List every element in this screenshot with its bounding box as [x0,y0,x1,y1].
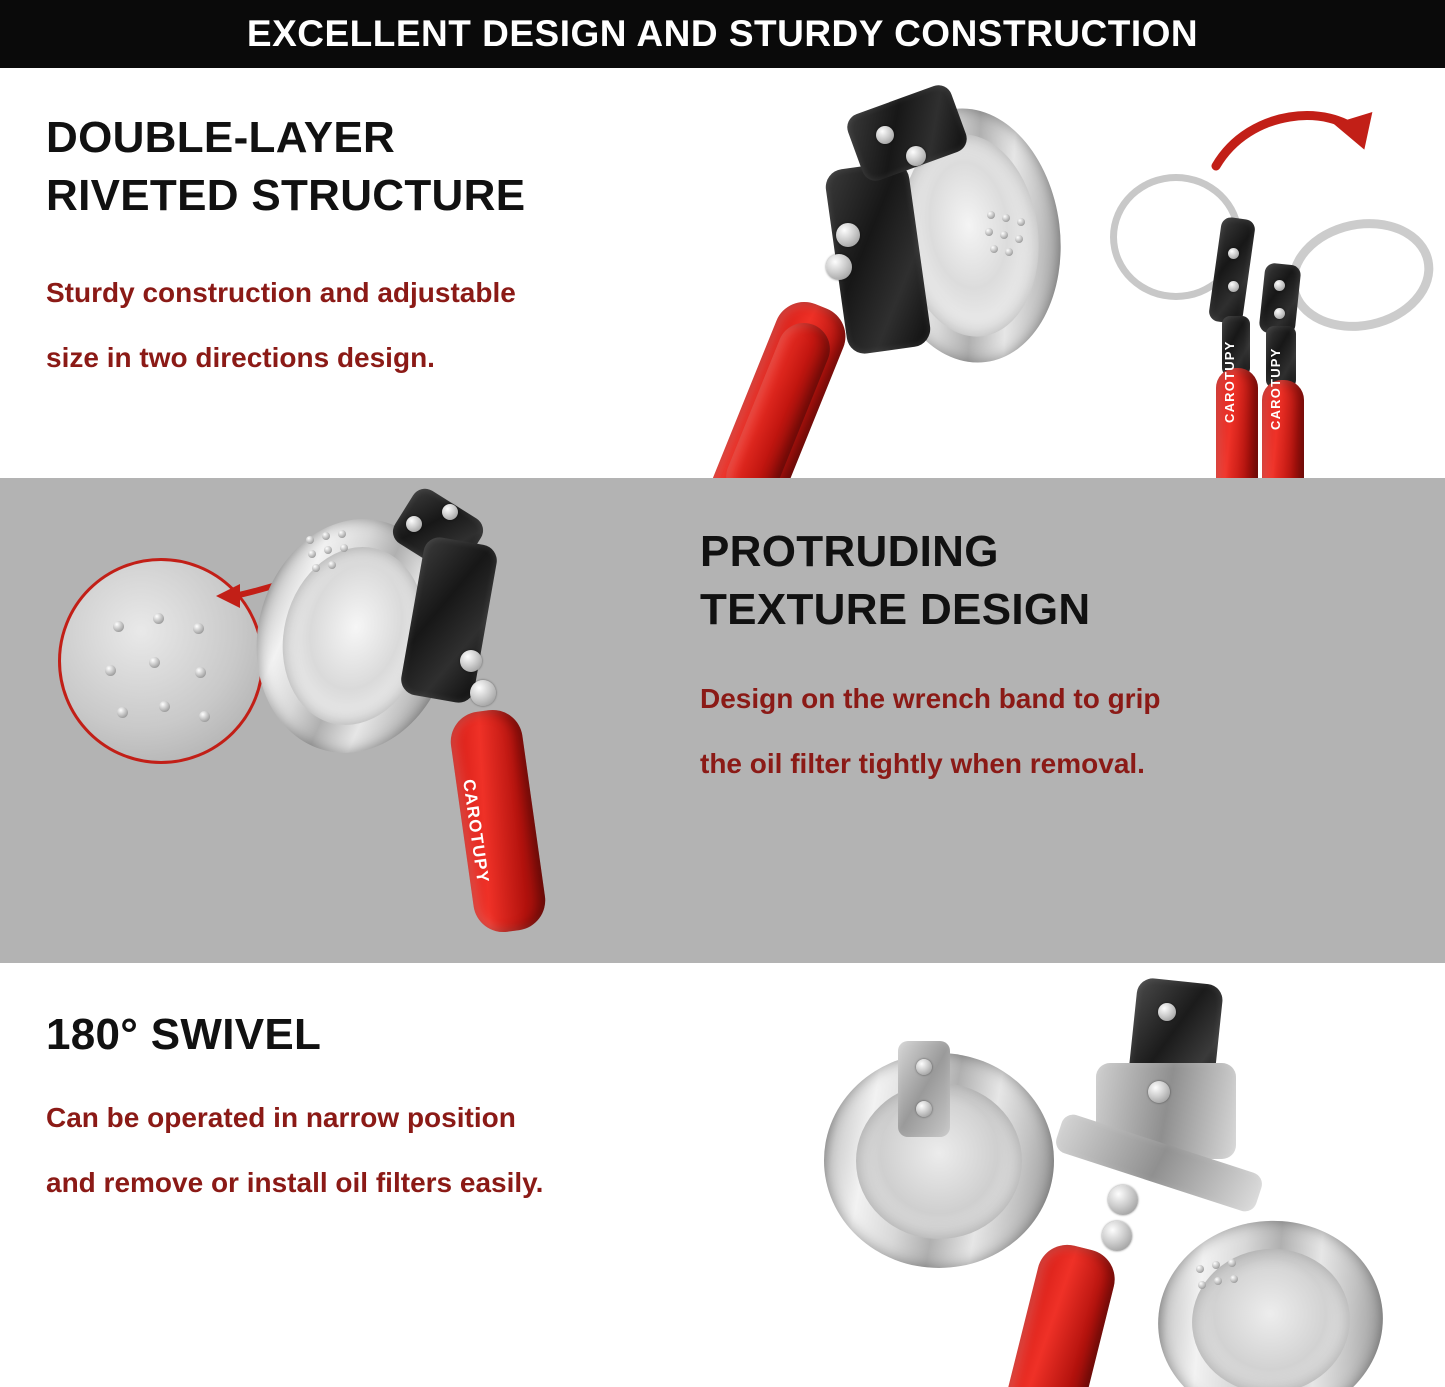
red-handle [997,1239,1121,1387]
texture-dot [990,245,998,253]
section-3-headline-line1: 180° SWIVEL [46,1010,322,1059]
handle-brand-label: CAROTUPY [459,778,493,885]
section-1-headline-line2: RIVETED STRUCTURE [46,171,526,220]
pivot-bolt [470,680,496,706]
section-1-body-line1: Sturdy construction and adjustable [46,277,516,308]
section-2-body-line2: the oil filter tightly when removal. [700,748,1145,779]
texture-dot [1002,214,1010,222]
small-head-right [1258,262,1301,335]
texture-dot [1015,235,1023,243]
handle-brand-label: CAROTUPY [1222,340,1237,423]
small-band-right [1278,206,1444,344]
head-rivet [906,146,926,166]
section-3-body-line2: and remove or install oil filters easily. [46,1167,544,1198]
header-banner [0,0,1445,68]
section-2-headline-line1: PROTRUDING [700,527,999,576]
section-double-layer [0,68,1445,478]
band-clip-left [898,1041,950,1137]
small-rivet [1274,280,1285,291]
section-1-headline-line1: DOUBLE-LAYER [46,113,396,162]
pivot-bolt [460,650,482,672]
head-rivet [876,126,894,144]
head-rivet [442,504,458,520]
section-swivel [0,963,1445,1387]
steel-band-right [1148,1210,1393,1387]
small-rivet [1228,248,1239,259]
section-2-headline-line2: TEXTURE DESIGN [700,585,1091,634]
texture-dot [1005,248,1013,256]
pivot-bolt [826,254,852,280]
section-protruding-texture [0,478,1445,963]
head-rivet [406,516,422,532]
small-rivet [1228,281,1239,292]
small-rivet [1274,308,1285,319]
rotation-arrow-icon [1210,100,1380,180]
pivot-bolt [1102,1221,1132,1251]
section-3-body-line1: Can be operated in narrow position [46,1102,516,1133]
texture-dot [1000,231,1008,239]
texture-dot [987,211,995,219]
banner-title: EXCELLENT DESIGN AND STURDY CONSTRUCTION [246,13,1199,54]
texture-dot [985,228,993,236]
section-1-body-line2: size in two directions design. [46,342,435,373]
section-2-body-line1: Design on the wrench band to grip [700,683,1161,714]
handle-brand-label: CAROTUPY [1268,347,1283,430]
pivot-bolt [836,223,860,247]
red-handle [447,706,549,936]
pivot-bolt [1108,1185,1138,1215]
texture-dot [1017,218,1025,226]
